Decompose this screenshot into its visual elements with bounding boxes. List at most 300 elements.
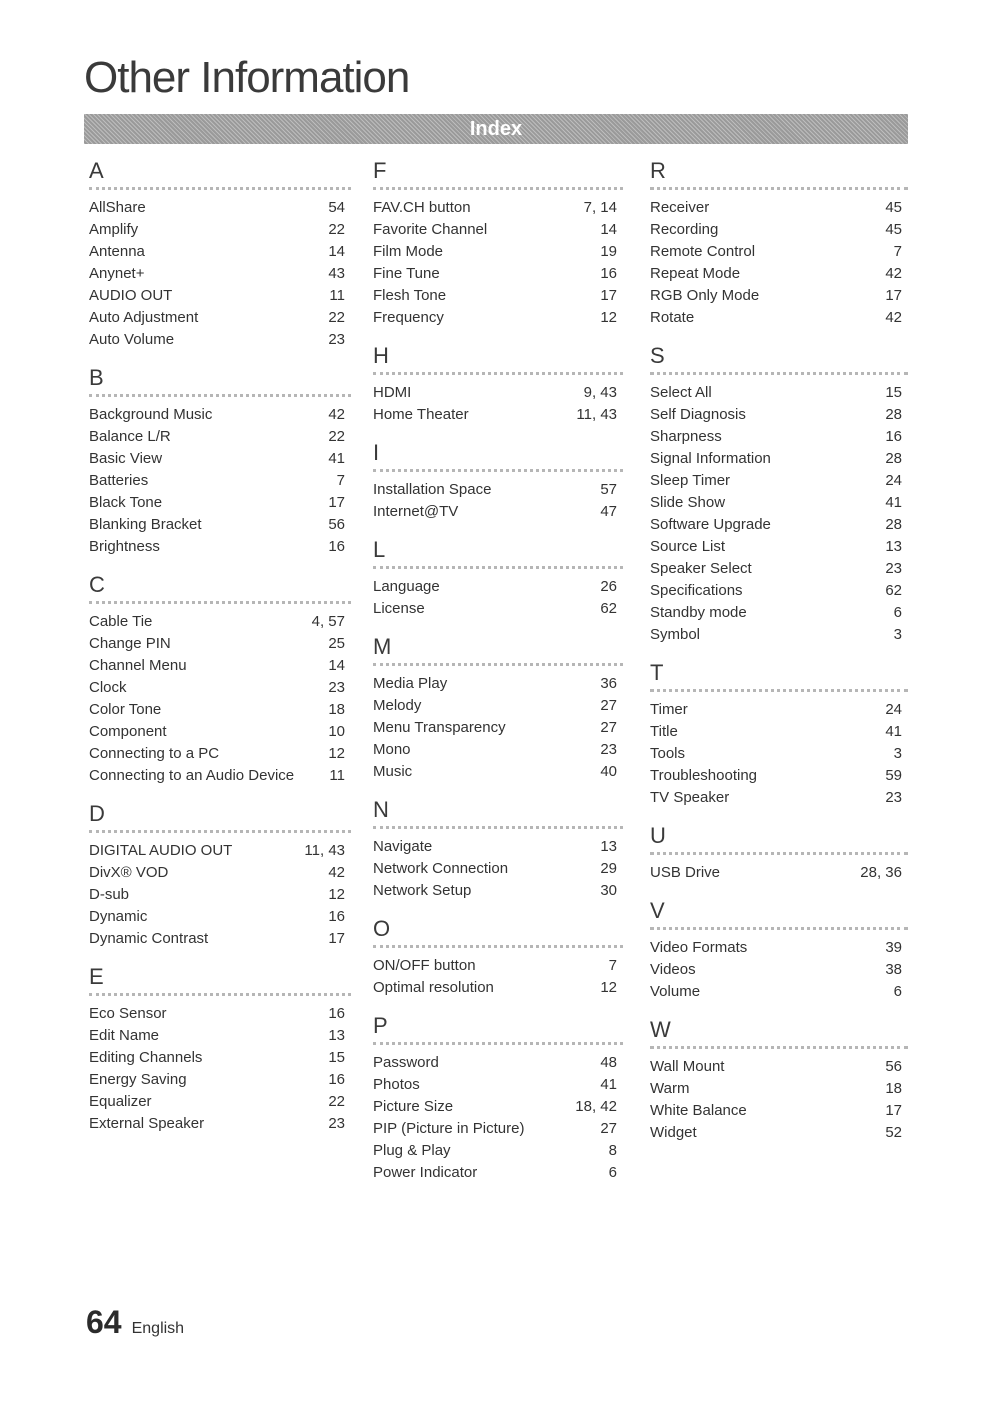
entry-page-number: 7 <box>336 472 345 489</box>
entry-page-number: 45 <box>885 199 902 216</box>
entry-label: Amplify <box>89 221 139 238</box>
entry-page-number: 18, 42 <box>575 1098 617 1115</box>
entry-page-number: 13 <box>885 538 902 555</box>
entry-page-number: 3 <box>893 626 902 643</box>
index-column-3 <box>650 158 908 1158</box>
index-entry <box>373 1140 623 1162</box>
index-entry <box>650 1056 908 1078</box>
index-entry <box>650 1100 908 1122</box>
entry-page-number: 13 <box>600 838 617 855</box>
entry-page-number: 48 <box>600 1054 617 1071</box>
entry-label: Title <box>650 723 678 740</box>
index-section-l <box>373 537 623 620</box>
index-entry <box>373 880 623 902</box>
entry-page-number: 28 <box>885 516 902 533</box>
index-entry <box>89 1091 351 1113</box>
entry-label: D-sub <box>89 886 130 903</box>
index-section-w <box>650 1017 908 1144</box>
index-entry <box>373 479 623 501</box>
section-letter: A <box>89 158 351 190</box>
index-entry <box>89 677 351 699</box>
entry-label: Dynamic <box>89 908 148 925</box>
entry-page-number: 41 <box>885 494 902 511</box>
index-entry <box>650 743 908 765</box>
index-entry <box>89 1047 351 1069</box>
entry-label: Home Theater <box>373 406 469 423</box>
entry-label: Receiver <box>650 199 710 216</box>
index-entry <box>373 285 623 307</box>
index-entry <box>650 937 908 959</box>
entry-page-number: 25 <box>328 635 345 652</box>
index-section-p <box>373 1013 623 1184</box>
entry-page-number: 11, 43 <box>576 406 617 423</box>
entry-label: Optimal resolution <box>373 979 494 996</box>
entry-label: Energy Saving <box>89 1071 187 1088</box>
entry-page-number: 7 <box>893 243 902 260</box>
entry-label: Volume <box>650 983 701 1000</box>
index-entry <box>650 602 908 624</box>
entry-label: Anynet+ <box>89 265 145 282</box>
entry-page-number: 28 <box>885 406 902 423</box>
entry-page-number: 57 <box>600 481 617 498</box>
index-entry <box>373 241 623 263</box>
index-entry <box>89 1003 351 1025</box>
entry-label: Remote Control <box>650 243 756 260</box>
index-entry <box>89 219 351 241</box>
entry-page-number: 23 <box>328 1115 345 1132</box>
index-entry <box>373 404 623 426</box>
section-letter: R <box>650 158 908 190</box>
entry-label: HDMI <box>373 384 412 401</box>
entry-page-number: 17 <box>885 287 902 304</box>
index-entry <box>650 787 908 809</box>
index-entry <box>650 492 908 514</box>
entry-page-number: 42 <box>885 265 902 282</box>
entry-label: Antenna <box>89 243 145 260</box>
entry-label: TV Speaker <box>650 789 730 806</box>
entry-label: White Balance <box>650 1102 747 1119</box>
entry-page-number: 17 <box>600 287 617 304</box>
entry-label: Equalizer <box>89 1093 152 1110</box>
entry-page-number: 22 <box>328 221 345 238</box>
entry-page-number: 27 <box>600 719 617 736</box>
index-entry <box>89 928 351 950</box>
entry-page-number: 6 <box>893 983 902 1000</box>
entry-page-number: 18 <box>328 701 345 718</box>
index-entry <box>373 717 623 739</box>
index-entry <box>89 699 351 721</box>
index-entry <box>89 721 351 743</box>
index-entry <box>89 840 351 862</box>
entry-page-number: 23 <box>885 789 902 806</box>
entry-page-number: 6 <box>608 1164 617 1181</box>
page-footer <box>86 1304 184 1341</box>
section-letter: L <box>373 537 623 569</box>
index-entry <box>373 598 623 620</box>
entry-label: Sharpness <box>650 428 722 445</box>
entry-label: Tools <box>650 745 686 762</box>
index-entry <box>89 1113 351 1135</box>
index-section-v <box>650 898 908 1003</box>
index-entry <box>650 197 908 219</box>
index-section-n <box>373 797 623 902</box>
index-entry <box>373 501 623 523</box>
index-section-m <box>373 634 623 783</box>
index-entry <box>89 241 351 263</box>
entry-label: Eco Sensor <box>89 1005 167 1022</box>
entry-page-number: 47 <box>600 503 617 520</box>
entry-label: Rotate <box>650 309 695 326</box>
entry-page-number: 17 <box>328 494 345 511</box>
index-entry <box>650 624 908 646</box>
entry-page-number: 12 <box>600 979 617 996</box>
index-section-u <box>650 823 908 884</box>
entry-page-number: 16 <box>885 428 902 445</box>
entry-label: Color Tone <box>89 701 162 718</box>
section-letter: H <box>373 343 623 375</box>
index-entry <box>373 673 623 695</box>
banner-label: Index <box>469 117 523 140</box>
entry-label: Timer <box>650 701 688 718</box>
index-section-o <box>373 916 623 999</box>
index-entry <box>373 1074 623 1096</box>
page-language: English <box>131 1320 185 1337</box>
section-letter: S <box>650 343 908 375</box>
index-entry <box>650 285 908 307</box>
entry-label: Network Setup <box>373 882 472 899</box>
index-entry <box>650 219 908 241</box>
index-entry <box>373 219 623 241</box>
index-entry <box>89 514 351 536</box>
entry-page-number: 15 <box>885 384 902 401</box>
entry-page-number: 43 <box>328 265 345 282</box>
entry-label: Basic View <box>89 450 163 467</box>
entry-page-number: 36 <box>600 675 617 692</box>
entry-label: RGB Only Mode <box>650 287 760 304</box>
section-letter: B <box>89 365 351 397</box>
index-column-1 <box>89 158 351 1149</box>
entry-page-number: 17 <box>885 1102 902 1119</box>
index-column-2 <box>373 158 623 1198</box>
entry-page-number: 10 <box>328 723 345 740</box>
index-entry <box>373 1052 623 1074</box>
index-entry <box>650 382 908 404</box>
entry-label: Auto Volume <box>89 331 175 348</box>
index-entry <box>650 514 908 536</box>
section-letter: E <box>89 964 351 996</box>
index-entry <box>373 739 623 761</box>
section-letter: D <box>89 801 351 833</box>
entry-page-number: 9, 43 <box>583 384 617 401</box>
entry-label: Fine Tune <box>373 265 440 282</box>
entry-label: Editing Channels <box>89 1049 203 1066</box>
entry-label: Balance L/R <box>89 428 171 445</box>
entry-page-number: 56 <box>328 516 345 533</box>
entry-label: Flesh Tone <box>373 287 447 304</box>
index-entry <box>89 743 351 765</box>
entry-label: Clock <box>89 679 127 696</box>
entry-page-number: 27 <box>600 1120 617 1137</box>
entry-label: Auto Adjustment <box>89 309 199 326</box>
index-entry <box>89 655 351 677</box>
entry-label: FAV.CH button <box>373 199 471 216</box>
entry-label: Standby mode <box>650 604 747 621</box>
entry-page-number: 16 <box>328 538 345 555</box>
index-entry <box>650 699 908 721</box>
entry-page-number: 17 <box>328 930 345 947</box>
index-entry <box>89 1025 351 1047</box>
entry-label: Select All <box>650 384 712 401</box>
entry-label: Sleep Timer <box>650 472 731 489</box>
index-entry <box>650 307 908 329</box>
section-letter: T <box>650 660 908 692</box>
index-section-c <box>89 572 351 787</box>
entry-label: License <box>373 600 425 617</box>
entry-page-number: 15 <box>328 1049 345 1066</box>
index-entry <box>373 197 623 219</box>
entry-page-number: 22 <box>328 309 345 326</box>
index-section-e <box>89 964 351 1135</box>
entry-label: Symbol <box>650 626 701 643</box>
entry-label: Film Mode <box>373 243 444 260</box>
entry-page-number: 16 <box>328 1005 345 1022</box>
entry-label: Troubleshooting <box>650 767 758 784</box>
entry-label: Connecting to a PC <box>89 745 220 762</box>
section-letter: F <box>373 158 623 190</box>
entry-page-number: 7, 14 <box>583 199 617 216</box>
entry-page-number: 3 <box>893 745 902 762</box>
entry-page-number: 62 <box>885 582 902 599</box>
index-entry <box>89 862 351 884</box>
index-banner <box>84 114 908 144</box>
entry-label: Widget <box>650 1124 697 1141</box>
index-entry <box>650 263 908 285</box>
entry-page-number: 26 <box>600 578 617 595</box>
entry-label: AUDIO OUT <box>89 287 173 304</box>
entry-label: Slide Show <box>650 494 726 511</box>
entry-page-number: 22 <box>328 1093 345 1110</box>
index-section-s <box>650 343 908 646</box>
section-letter: C <box>89 572 351 604</box>
entry-page-number: 62 <box>600 600 617 617</box>
entry-label: Frequency <box>373 309 444 326</box>
entry-label: Recording <box>650 221 719 238</box>
entry-label: Software Upgrade <box>650 516 771 533</box>
index-entry <box>89 426 351 448</box>
entry-label: Video Formats <box>650 939 748 956</box>
entry-page-number: 30 <box>600 882 617 899</box>
index-entry <box>89 765 351 787</box>
entry-label: Plug & Play <box>373 1142 451 1159</box>
entry-page-number: 52 <box>885 1124 902 1141</box>
index-section-a <box>89 158 351 351</box>
entry-page-number: 40 <box>600 763 617 780</box>
entry-page-number: 14 <box>600 221 617 238</box>
section-letter: W <box>650 1017 908 1049</box>
entry-label: AllShare <box>89 199 146 216</box>
index-entry <box>650 981 908 1003</box>
entry-page-number: 14 <box>328 657 345 674</box>
entry-label: Connecting to an Audio Device <box>89 767 295 784</box>
index-entry <box>89 404 351 426</box>
entry-page-number: 28 <box>885 450 902 467</box>
entry-page-number: 41 <box>600 1076 617 1093</box>
entry-label: Photos <box>373 1076 420 1093</box>
page-number: 64 <box>86 1304 122 1340</box>
entry-label: Mono <box>373 741 411 758</box>
index-entry <box>373 1162 623 1184</box>
entry-label: Dynamic Contrast <box>89 930 209 947</box>
index-entry <box>89 329 351 351</box>
entry-label: Music <box>373 763 413 780</box>
index-entry <box>650 721 908 743</box>
entry-label: Cable Tie <box>89 613 153 630</box>
entry-page-number: 6 <box>893 604 902 621</box>
entry-label: DIGITAL AUDIO OUT <box>89 842 233 859</box>
entry-page-number: 11, 43 <box>304 842 345 859</box>
entry-label: ON/OFF button <box>373 957 476 974</box>
entry-page-number: 12 <box>328 886 345 903</box>
index-entry <box>373 955 623 977</box>
section-letter: I <box>373 440 623 472</box>
entry-label: Language <box>373 578 440 595</box>
entry-page-number: 59 <box>885 767 902 784</box>
entry-page-number: 29 <box>600 860 617 877</box>
index-entry <box>373 761 623 783</box>
index-entry <box>373 836 623 858</box>
entry-label: Self Diagnosis <box>650 406 746 423</box>
section-letter: M <box>373 634 623 666</box>
index-entry <box>373 977 623 999</box>
index-entry <box>650 862 908 884</box>
entry-label: Favorite Channel <box>373 221 488 238</box>
index-entry <box>89 470 351 492</box>
index-entry <box>650 536 908 558</box>
index-entry <box>373 576 623 598</box>
entry-label: Speaker Select <box>650 560 752 577</box>
index-entry <box>89 307 351 329</box>
entry-page-number: 41 <box>328 450 345 467</box>
entry-page-number: 56 <box>885 1058 902 1075</box>
section-letter: O <box>373 916 623 948</box>
entry-label: Brightness <box>89 538 160 555</box>
index-section-r <box>650 158 908 329</box>
entry-label: Internet@TV <box>373 503 459 520</box>
index-section-f <box>373 158 623 329</box>
entry-page-number: 23 <box>328 679 345 696</box>
entry-page-number: 4, 57 <box>311 613 345 630</box>
index-section-h <box>373 343 623 426</box>
entry-label: External Speaker <box>89 1115 205 1132</box>
entry-page-number: 12 <box>600 309 617 326</box>
entry-label: Repeat Mode <box>650 265 741 282</box>
index-entry <box>89 633 351 655</box>
index-entry <box>89 906 351 928</box>
entry-page-number: 19 <box>600 243 617 260</box>
entry-page-number: 11 <box>329 287 345 304</box>
entry-label: Component <box>89 723 167 740</box>
index-entry <box>89 492 351 514</box>
entry-page-number: 41 <box>885 723 902 740</box>
entry-page-number: 8 <box>608 1142 617 1159</box>
entry-page-number: 7 <box>608 957 617 974</box>
entry-label: Videos <box>650 961 696 978</box>
entry-page-number: 18 <box>885 1080 902 1097</box>
entry-label: Navigate <box>373 838 433 855</box>
index-entry <box>89 197 351 219</box>
index-entry <box>650 404 908 426</box>
entry-label: Melody <box>373 697 422 714</box>
entry-label: Blanking Bracket <box>89 516 202 533</box>
entry-page-number: 24 <box>885 701 902 718</box>
section-letter: P <box>373 1013 623 1045</box>
entry-label: Picture Size <box>373 1098 454 1115</box>
entry-page-number: 13 <box>328 1027 345 1044</box>
entry-label: Channel Menu <box>89 657 187 674</box>
entry-label: Source List <box>650 538 726 555</box>
entry-page-number: 22 <box>328 428 345 445</box>
index-entry <box>373 382 623 404</box>
index-entry <box>650 558 908 580</box>
entry-label: Network Connection <box>373 860 509 877</box>
entry-label: Specifications <box>650 582 743 599</box>
index-entry <box>650 1078 908 1100</box>
entry-label: PIP (Picture in Picture) <box>373 1120 525 1137</box>
index-entry <box>373 1118 623 1140</box>
index-entry <box>650 959 908 981</box>
index-entry <box>650 241 908 263</box>
index-entry <box>650 426 908 448</box>
entry-page-number: 27 <box>600 697 617 714</box>
entry-page-number: 42 <box>328 864 345 881</box>
index-entry <box>373 1096 623 1118</box>
entry-label: DivX® VOD <box>89 864 169 881</box>
index-entry <box>650 470 908 492</box>
entry-page-number: 42 <box>328 406 345 423</box>
entry-label: Change PIN <box>89 635 171 652</box>
entry-label: Warm <box>650 1080 690 1097</box>
entry-label: Background Music <box>89 406 213 423</box>
index-entry <box>89 263 351 285</box>
entry-label: Media Play <box>373 675 448 692</box>
index-entry <box>373 263 623 285</box>
section-letter: V <box>650 898 908 930</box>
entry-label: Password <box>373 1054 439 1071</box>
index-section-t <box>650 660 908 809</box>
entry-label: Batteries <box>89 472 149 489</box>
entry-page-number: 42 <box>885 309 902 326</box>
entry-page-number: 12 <box>328 745 345 762</box>
entry-label: Wall Mount <box>650 1058 725 1075</box>
entry-label: Menu Transparency <box>373 719 506 736</box>
entry-page-number: 39 <box>885 939 902 956</box>
entry-page-number: 45 <box>885 221 902 238</box>
index-section-i <box>373 440 623 523</box>
page-title: Other Information <box>84 53 410 102</box>
index-section-b <box>89 365 351 558</box>
entry-label: Power Indicator <box>373 1164 478 1181</box>
entry-page-number: 23 <box>600 741 617 758</box>
entry-page-number: 16 <box>600 265 617 282</box>
index-entry <box>650 580 908 602</box>
index-entry <box>373 858 623 880</box>
index-entry <box>89 611 351 633</box>
entry-page-number: 11 <box>329 767 345 784</box>
index-section-d <box>89 801 351 950</box>
entry-page-number: 24 <box>885 472 902 489</box>
entry-page-number: 23 <box>328 331 345 348</box>
index-entry <box>89 1069 351 1091</box>
